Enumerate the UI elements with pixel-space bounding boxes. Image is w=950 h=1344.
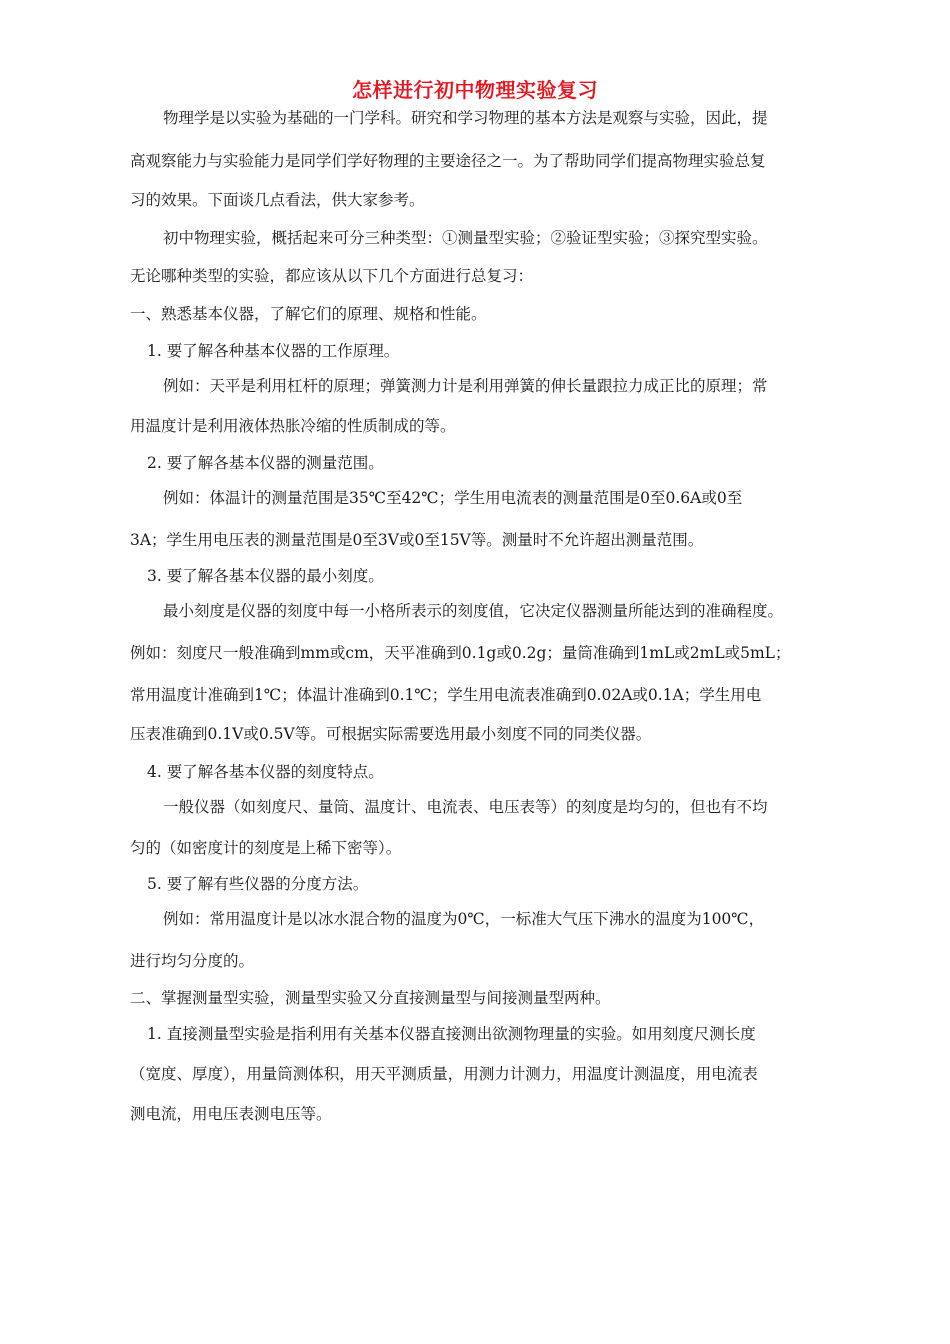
paragraph-line: 习的效果。下面谈几点看法，供大家参考。	[130, 191, 425, 209]
paragraph-line: 用温度计是利用液体热胀冷缩的性质制成的等。	[130, 417, 456, 435]
paragraph-line: 例如：常用温度计是以冰水混合物的温度为0℃，一标准大气压下沸水的温度为100℃，	[163, 910, 765, 928]
paragraph-line: 3A；学生用电压表的测量范围是0至3V或0至15V等。测量时不允许超出测量范围。	[130, 531, 704, 549]
paragraph-line: 高观察能力与实验能力是同学们学好物理的主要途径之一。为了帮助同学们提高物理实验总复	[130, 152, 766, 170]
paragraph-line: 初中物理实验，概括起来可分三种类型：①测量型实验；②验证型实验；③探究型实验。	[163, 229, 768, 247]
paragraph-line: 例如：刻度尺一般准确到mm或cm，天平准确到0.1g或0.2g；量筒准确到1mL或2mL或5mL；	[130, 644, 791, 662]
list-item: 3. 要了解各基本仪器的最小刻度。	[147, 567, 384, 585]
section-heading: 一、熟悉基本仪器，了解它们的原理、规格和性能。	[130, 305, 487, 323]
paragraph-line: 进行均匀分度的。	[130, 952, 255, 970]
paragraph-line: 最小刻度是仪器的刻度中每一小格所表示的刻度值，它决定仪器测量所能达到的准确程度。	[163, 602, 784, 620]
paragraph-line: 常用温度计准确到1℃；体温计准确到0.1℃；学生用电流表准确到0.02A或0.1A；学生用电	[130, 686, 762, 704]
paragraph-line: 无论哪种类型的实验，都应该从以下几个方面进行总复习：	[130, 267, 534, 285]
paragraph-line: 一般仪器（如刻度尺、量筒、温度计、电流表、电压表等）的刻度是均匀的，但也有不均	[163, 798, 768, 816]
document-title: 怎样进行初中物理实验复习	[352, 78, 598, 102]
paragraph-line: （宽度、厚度），用量筒测体积，用天平测质量，用测力计测力，用温度计测温度，用电流表	[130, 1065, 758, 1083]
paragraph-line: 物理学是以实验为基础的一门学科。研究和学习物理的基本方法是观察与实验，因此，提	[163, 109, 768, 127]
paragraph-line: 例如：体温计的测量范围是35℃至42℃；学生用电流表的测量范围是0至0.6A或0至	[163, 489, 743, 507]
list-item: 5. 要了解有些仪器的分度方法。	[147, 875, 369, 893]
paragraph-line: 压表准确到0.1V或0.5V等。可根据实际需要选用最小刻度不同的同类仪器。	[130, 725, 652, 743]
paragraph-line: 测电流，用电压表测电压等。	[130, 1105, 332, 1123]
paragraph-line: 例如：天平是利用杠杆的原理；弹簧测力计是利用弹簧的伸长量跟拉力成正比的原理；常	[163, 377, 768, 395]
list-item: 2. 要了解各基本仪器的测量范围。	[147, 454, 384, 472]
section-heading: 二、掌握测量型实验，测量型实验又分直接测量型与间接测量型两种。	[130, 989, 611, 1007]
paragraph-line: 匀的（如密度计的刻度是上稀下密等）。	[130, 839, 402, 857]
list-item: 1. 直接测量型实验是指利用有关基本仪器直接测出欲测物理量的实验。如用刻度尺测长度	[147, 1025, 756, 1043]
list-item: 1. 要了解各种基本仪器的工作原理。	[147, 342, 400, 360]
list-item: 4. 要了解各基本仪器的刻度特点。	[147, 763, 384, 781]
